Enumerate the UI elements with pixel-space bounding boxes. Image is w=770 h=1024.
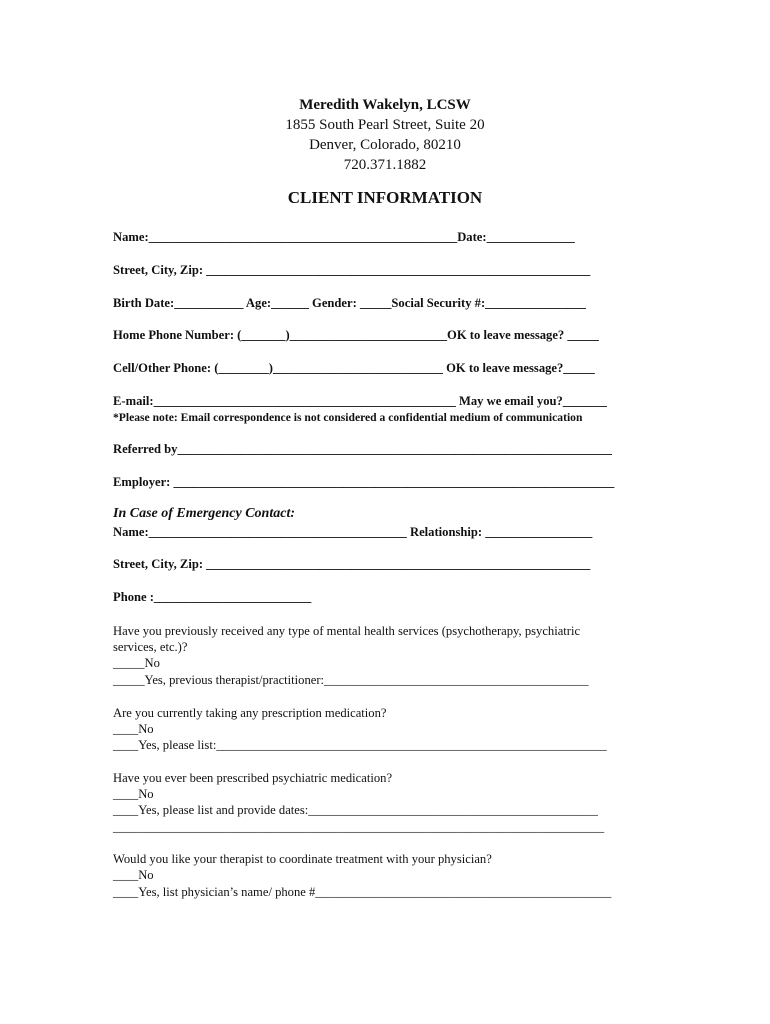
emergency-heading: In Case of Emergency Contact: bbox=[113, 506, 295, 521]
question-3-no[interactable]: ____No bbox=[113, 787, 154, 801]
emergency-street-field[interactable]: Street, City, Zip: _____________________________________________________________ bbox=[113, 557, 591, 571]
form-title: CLIENT INFORMATION bbox=[287, 188, 483, 207]
office-phone: 720.371.1882 bbox=[343, 157, 427, 173]
question-3: Have you ever been prescribed psychiatric medication? bbox=[113, 771, 393, 785]
address-line-2: Denver, Colorado, 80210 bbox=[309, 137, 461, 153]
email-field[interactable]: E-mail:________________________________________________ May we email you?_______ bbox=[113, 394, 607, 408]
question-4-yes[interactable]: ____Yes, list physician’s name/ phone #_______________________________________________ bbox=[113, 885, 612, 899]
letterhead bbox=[0, 95, 770, 175]
question-4-no[interactable]: ____No bbox=[113, 868, 154, 882]
referred-by-field[interactable]: Referred by_____________________________________________________________________ bbox=[113, 442, 612, 456]
question-3-yes[interactable]: ____Yes, please list and provide dates:______________________________________________ bbox=[113, 803, 598, 817]
emergency-name-relationship-field[interactable]: Name:_________________________________________ Relationship: _________________ bbox=[113, 525, 593, 539]
question-3-extra-line[interactable]: ______________________________________________________________________________ bbox=[113, 820, 605, 834]
birth-age-gender-ssn-field[interactable]: Birth Date:___________ Age:______ Gender: _____Social Security #:________________ bbox=[113, 296, 586, 310]
question-2: Are you currently taking any prescription medication? bbox=[113, 706, 387, 720]
email-note: *Please note: Email correspondence is not considered a confidential medium of communication bbox=[113, 411, 583, 424]
question-1-line-2: services, etc.)? bbox=[113, 640, 188, 654]
question-1-line-1: Have you previously received any type of mental health services (psychotherapy, psychiatric bbox=[113, 624, 581, 638]
employer-field[interactable]: Employer: ______________________________________________________________________ bbox=[113, 475, 615, 489]
question-1-no[interactable]: _____No bbox=[113, 656, 160, 670]
emergency-phone-field[interactable]: Phone :_________________________ bbox=[113, 590, 312, 604]
address-line-1: 1855 South Pearl Street, Suite 20 bbox=[285, 117, 485, 133]
question-2-no[interactable]: ____No bbox=[113, 722, 154, 736]
street-field[interactable]: Street, City, Zip: _____________________________________________________________ bbox=[113, 263, 591, 277]
home-phone-field[interactable]: Home Phone Number: (_______)_________________________OK to leave message? _____ bbox=[113, 328, 599, 342]
question-1-yes[interactable]: _____Yes, previous therapist/practitioner:__________________________________________ bbox=[113, 673, 589, 687]
name-date-field[interactable]: Name:_________________________________________________Date:______________ bbox=[113, 230, 575, 244]
question-2-yes[interactable]: ____Yes, please list:______________________________________________________________ bbox=[113, 738, 607, 752]
cell-phone-field[interactable]: Cell/Other Phone: (________)___________________________ OK to leave message?_____ bbox=[113, 361, 595, 375]
practitioner-name: Meredith Wakelyn, LCSW bbox=[299, 97, 471, 113]
question-4: Would you like your therapist to coordinate treatment with your physician? bbox=[113, 852, 492, 866]
